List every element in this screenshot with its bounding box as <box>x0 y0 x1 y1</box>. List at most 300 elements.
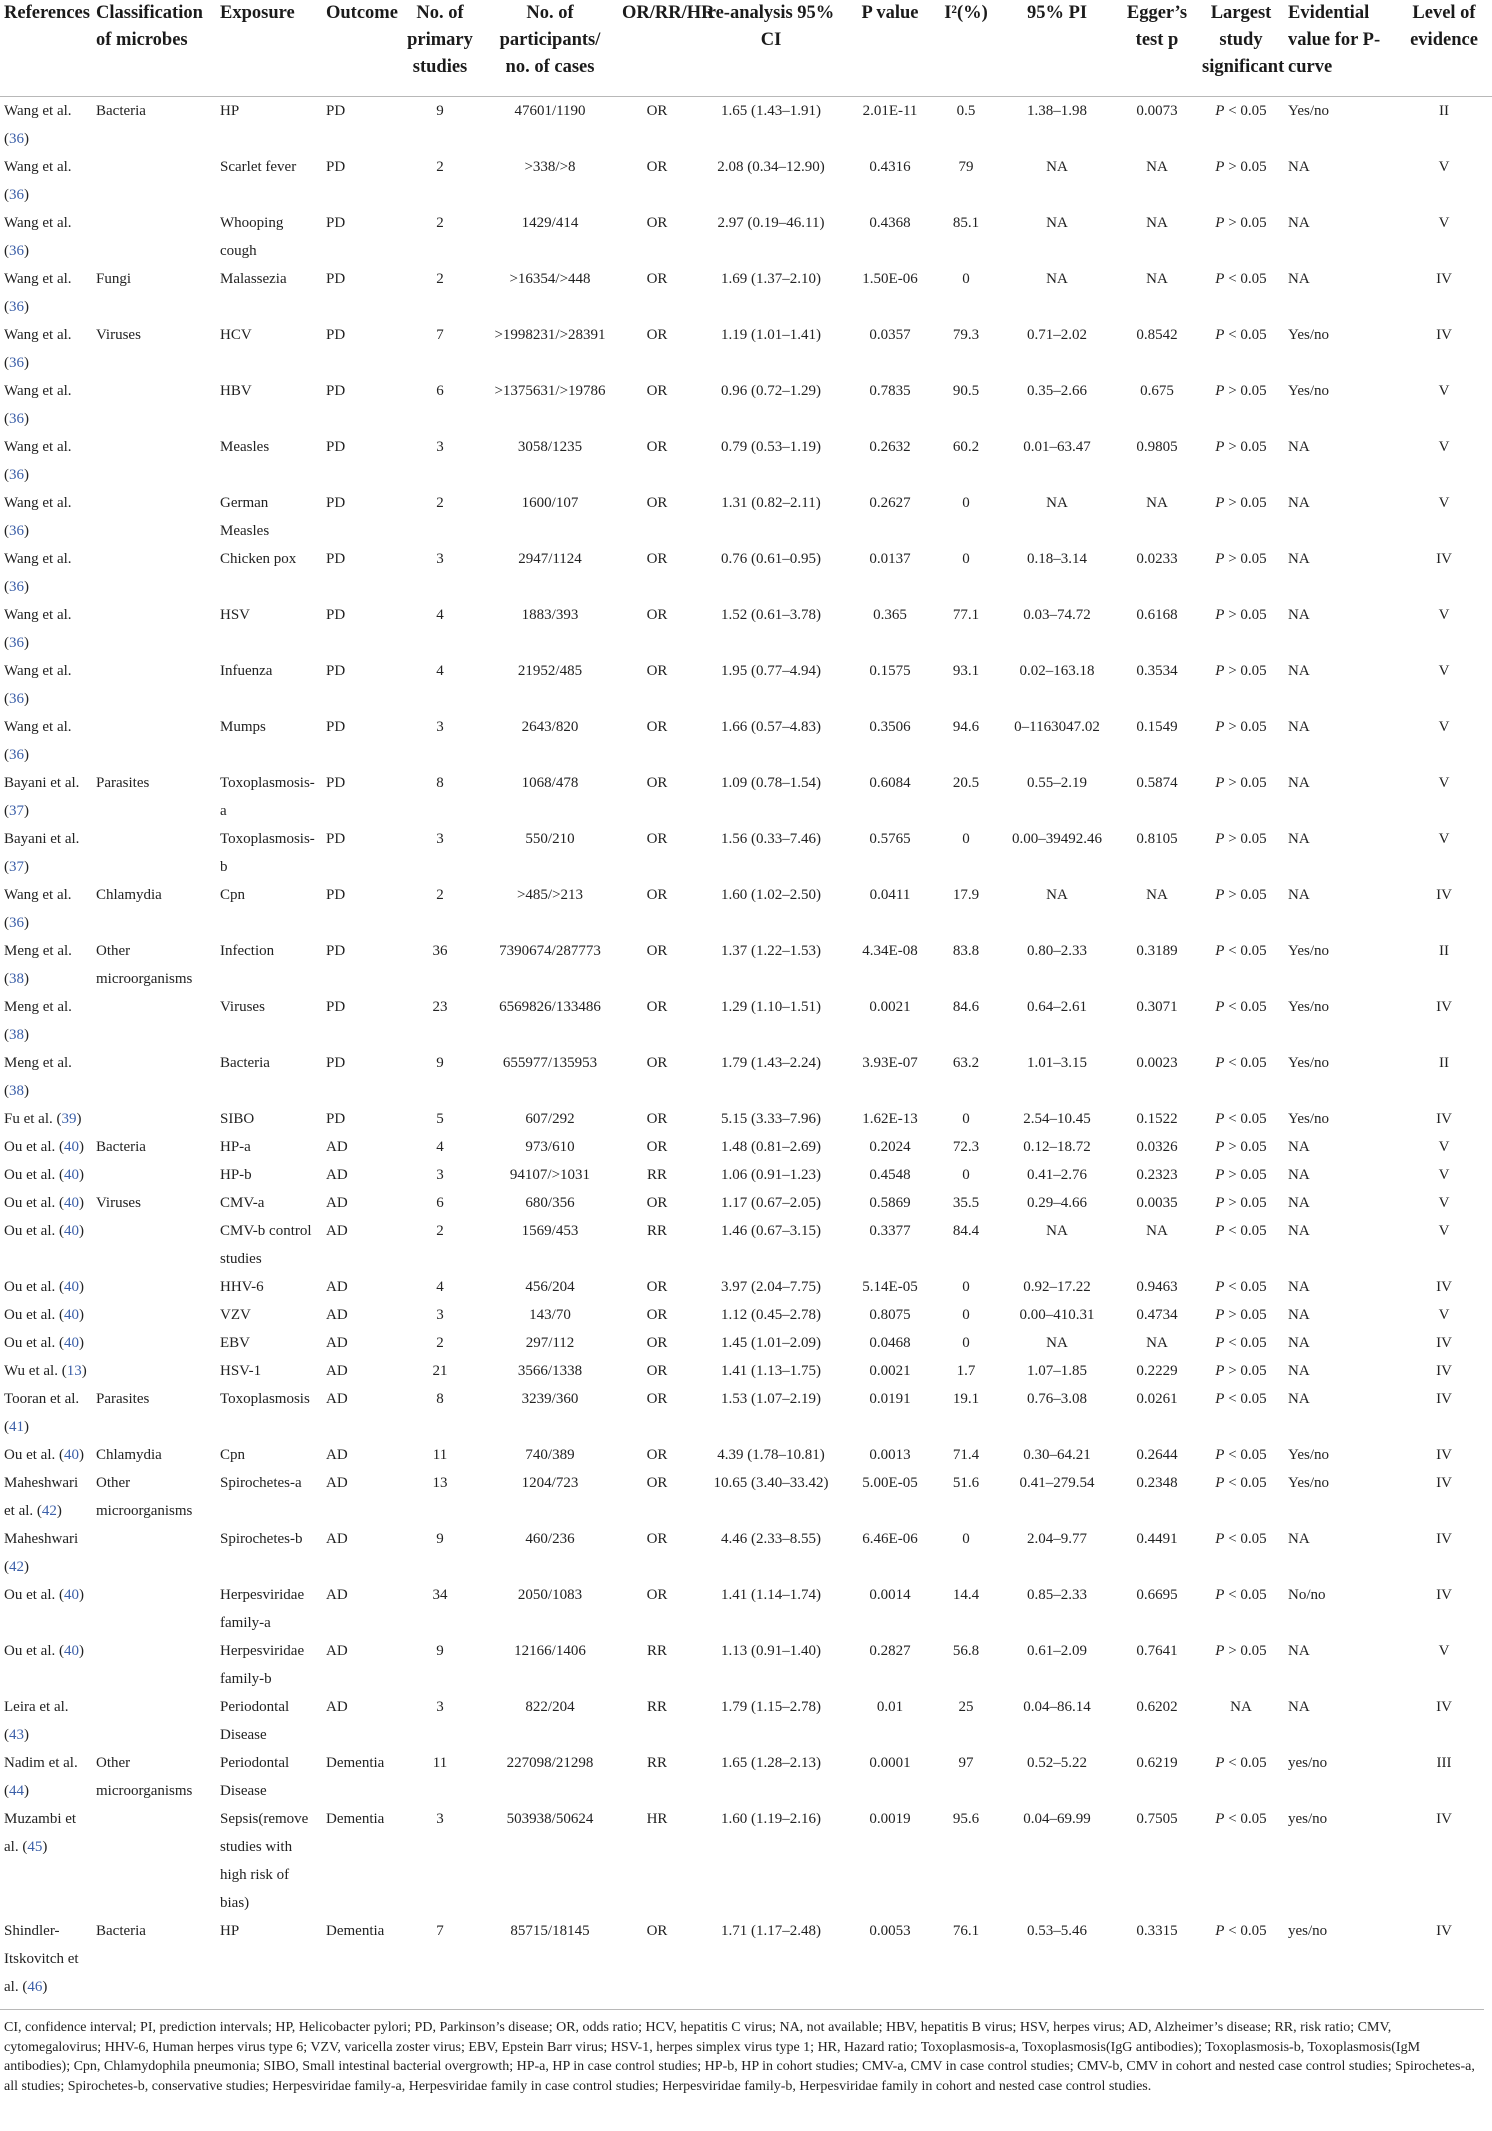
ci-cell: 1.37 (1.22–1.53) <box>721 943 821 959</box>
classification-cell: Bacteria <box>96 1923 146 1939</box>
ci-cell: 4.39 (1.78–10.81) <box>717 1447 825 1463</box>
primary-studies-cell: 11 <box>432 1447 448 1463</box>
reference-paren-close: ) <box>24 467 29 483</box>
reference-paren-open: ( <box>4 355 9 371</box>
table-row <box>0 1693 1492 1749</box>
p-value-cell: 0.0137 <box>869 551 911 567</box>
reference-author: Wang et al. <box>4 271 72 287</box>
participants-cell: 85715/18145 <box>510 1923 590 1939</box>
reference-paren-close: ) <box>24 859 29 875</box>
largest-study-value: < 0.05 <box>1228 943 1267 959</box>
p-value-cell: 0.2024 <box>869 1139 911 1155</box>
primary-studies-cell: 3 <box>436 831 444 847</box>
pi-cell: 0.12–18.72 <box>1023 1139 1091 1155</box>
i2-cell: 0 <box>962 1167 970 1183</box>
reference-paren-open: ( <box>4 1559 9 1575</box>
largest-study-value: > 0.05 <box>1228 1167 1267 1183</box>
reference-citation-link[interactable]: 40 <box>63 1307 79 1323</box>
p-symbol: P <box>1215 327 1225 343</box>
ci-cell: 1.60 (1.19–2.16) <box>721 1811 821 1827</box>
col-header-i2: I²(%) <box>944 3 988 23</box>
exposure-cell: Toxoplasmosis <box>220 1391 310 1407</box>
participants-cell: 1429/414 <box>521 215 579 231</box>
reference-cell <box>0 881 92 937</box>
reference-author: Tooran et al. <box>4 1391 80 1407</box>
largest-study-value: < 0.05 <box>1228 1755 1267 1771</box>
reference-citation-link[interactable]: 36 <box>9 299 24 315</box>
p-symbol: P <box>1215 1055 1225 1071</box>
reference-cell <box>0 657 92 713</box>
p-value-cell: 0.0021 <box>869 999 911 1015</box>
reference-author: Nadim et al. <box>4 1755 78 1771</box>
reference-citation-link[interactable]: 38 <box>9 1083 24 1099</box>
largest-study-cell <box>1198 601 1284 657</box>
reference-cell <box>0 601 92 657</box>
reference-citation-link[interactable]: 40 <box>63 1335 79 1351</box>
egger-cell: 0.6695 <box>1136 1587 1178 1603</box>
effect-type-cell: OR <box>646 1531 668 1547</box>
reference-citation-link[interactable]: 42 <box>9 1559 24 1575</box>
reference-paren-close: ) <box>24 187 29 203</box>
p-value-cell: 6.46E-06 <box>862 1531 918 1547</box>
p-value-cell: 0.2627 <box>869 495 911 511</box>
reference-paren-close: ) <box>24 915 29 931</box>
effect-type-cell: OR <box>646 663 668 679</box>
primary-studies-cell: 9 <box>436 103 444 119</box>
reference-citation-link[interactable]: 13 <box>66 1363 82 1379</box>
ci-cell: 1.71 (1.17–2.48) <box>721 1923 821 1939</box>
exposure-cell: Spirochetes-b <box>220 1531 303 1547</box>
pi-cell: NA <box>1046 215 1068 231</box>
reference-author: Ou et al. <box>4 1307 56 1323</box>
p-curve-cell: Yes/no <box>1288 327 1329 343</box>
reference-citation-link[interactable]: 37 <box>9 859 24 875</box>
participants-cell: >338/>8 <box>524 159 576 175</box>
largest-study-cell <box>1198 1917 1284 2001</box>
p-curve-cell: Yes/no <box>1288 1447 1329 1463</box>
i2-cell: 1.7 <box>956 1363 976 1379</box>
classification-cell <box>92 1301 216 1329</box>
reference-citation-link[interactable]: 38 <box>9 1027 24 1043</box>
i2-cell: 0 <box>962 551 970 567</box>
p-value-cell: 0.5765 <box>869 831 911 847</box>
participants-cell: 607/292 <box>525 1111 575 1127</box>
largest-study-value: > 0.05 <box>1228 439 1267 455</box>
level-of-evidence-cell: V <box>1438 1195 1450 1211</box>
classification-cell <box>92 657 216 713</box>
pi-cell: 0.53–5.46 <box>1027 1923 1087 1939</box>
reference-author: Wang et al. <box>4 383 72 399</box>
largest-study-cell <box>1198 1189 1284 1217</box>
reference-cell <box>0 1469 92 1525</box>
participants-cell: 460/236 <box>525 1531 575 1547</box>
p-symbol: P <box>1215 1923 1225 1939</box>
p-curve-cell: Yes/no <box>1288 999 1329 1015</box>
effect-type-cell: OR <box>646 1055 668 1071</box>
i2-cell: 25 <box>958 1699 974 1715</box>
ci-cell: 10.65 (3.40–33.42) <box>713 1475 829 1491</box>
exposure-cell: Measles <box>220 439 270 455</box>
reference-paren-open: ( <box>58 1139 64 1155</box>
participants-cell: 973/610 <box>525 1139 575 1155</box>
largest-study-cell <box>1198 769 1284 825</box>
p-symbol: P <box>1215 383 1225 399</box>
reference-citation-link[interactable]: 37 <box>9 803 24 819</box>
largest-study-cell <box>1198 377 1284 433</box>
exposure-cell: HP-a <box>220 1139 251 1155</box>
ci-cell: 0.79 (0.53–1.19) <box>721 439 821 455</box>
largest-study-cell <box>1198 1049 1284 1105</box>
pi-cell: 0.92–17.22 <box>1023 1279 1091 1295</box>
reference-citation-link[interactable]: 40 <box>63 1447 79 1463</box>
classification-cell <box>92 825 216 881</box>
outcome-cell: PD <box>326 831 346 847</box>
p-value-cell: 0.3506 <box>869 719 911 735</box>
reference-paren-open: ( <box>4 523 9 539</box>
table-row <box>0 1917 1492 2001</box>
i2-cell: 0 <box>962 1111 970 1127</box>
pi-cell: 0.00–410.31 <box>1019 1307 1095 1323</box>
table-row <box>0 825 1492 881</box>
effect-type-cell: OR <box>646 1279 668 1295</box>
reference-citation-link[interactable]: 39 <box>61 1111 77 1127</box>
classification-cell <box>92 209 216 265</box>
participants-cell: 143/70 <box>529 1307 571 1323</box>
reference-citation-link[interactable]: 36 <box>9 467 24 483</box>
table-row <box>0 1385 1492 1441</box>
col-header-pi: 95% PI <box>1026 3 1088 23</box>
participants-cell: 2947/1124 <box>518 551 582 567</box>
table-row <box>0 1637 1492 1693</box>
outcome-cell: PD <box>326 663 346 679</box>
reference-citation-link[interactable]: 36 <box>9 691 24 707</box>
exposure-cell: Infection <box>220 943 275 959</box>
effect-type-cell: OR <box>646 495 668 511</box>
p-symbol: P <box>1215 1167 1225 1183</box>
largest-study-cell <box>1198 825 1284 881</box>
reference-citation-link[interactable]: 36 <box>9 523 24 539</box>
egger-cell: 0.7505 <box>1136 1811 1178 1827</box>
ci-cell: 1.79 (1.43–2.24) <box>721 1055 821 1071</box>
reference-paren-close: ) <box>24 635 29 651</box>
reference-citation-link[interactable]: 38 <box>9 971 24 987</box>
reference-cell <box>0 97 92 154</box>
participants-cell: >16354/>448 <box>509 271 591 287</box>
pi-cell: 0.35–2.66 <box>1027 383 1087 399</box>
i2-cell: 71.4 <box>952 1447 980 1463</box>
reference-author: Wang et al. <box>4 439 72 455</box>
outcome-cell: PD <box>326 327 346 343</box>
classification-cell <box>92 1581 216 1637</box>
egger-cell: 0.0035 <box>1136 1195 1178 1211</box>
p-curve-cell: NA <box>1288 1335 1310 1351</box>
reference-citation-link[interactable]: 40 <box>63 1279 79 1295</box>
classification-cell: Fungi <box>96 271 132 287</box>
largest-study-value: < 0.05 <box>1228 1475 1267 1491</box>
reference-cell <box>0 1441 92 1469</box>
pi-cell: 0.71–2.02 <box>1027 327 1087 343</box>
largest-study-cell <box>1198 1637 1284 1693</box>
classification-cell: Parasites <box>96 775 150 791</box>
p-symbol: P <box>1215 439 1225 455</box>
participants-cell: 822/204 <box>525 1699 575 1715</box>
reference-citation-link[interactable]: 40 <box>63 1195 79 1211</box>
exposure-cell: HP <box>220 1923 240 1939</box>
reference-cell <box>0 1357 92 1385</box>
egger-cell: 0.0326 <box>1136 1139 1178 1155</box>
pi-cell: 0.76–3.08 <box>1027 1391 1087 1407</box>
ci-cell: 2.08 (0.34–12.90) <box>717 159 825 175</box>
reference-paren-open: ( <box>58 1307 64 1323</box>
reference-citation-link[interactable]: 36 <box>9 635 24 651</box>
classification-cell <box>92 1357 216 1385</box>
pi-cell: 2.04–9.77 <box>1027 1531 1087 1547</box>
header-row <box>0 0 1492 97</box>
outcome-cell: PD <box>326 999 346 1015</box>
reference-author: Meng et al. <box>4 1055 72 1071</box>
p-curve-cell: NA <box>1288 215 1310 231</box>
level-of-evidence-cell: V <box>1438 1167 1450 1183</box>
reference-paren-open: ( <box>4 411 9 427</box>
level-of-evidence-cell: IV <box>1436 1531 1452 1547</box>
col-header-classification: Classification of microbes <box>96 3 203 50</box>
reference-cell <box>0 1105 92 1133</box>
largest-study-value: NA <box>1230 1699 1252 1715</box>
reference-paren-close: ) <box>24 971 29 987</box>
exposure-cell: HHV-6 <box>220 1279 264 1295</box>
outcome-cell: AD <box>326 1195 348 1211</box>
p-symbol: P <box>1215 607 1225 623</box>
p-curve-cell: No/no <box>1288 1587 1326 1603</box>
i2-cell: 93.1 <box>952 663 980 679</box>
egger-cell: 0.3189 <box>1136 943 1178 959</box>
i2-cell: 63.2 <box>952 1055 980 1071</box>
p-curve-cell: NA <box>1288 159 1310 175</box>
reference-cell <box>0 1693 92 1749</box>
reference-author: Ou et al. <box>4 1223 56 1239</box>
effect-type-cell: OR <box>646 439 668 455</box>
largest-study-cell <box>1198 881 1284 937</box>
pi-cell: NA <box>1046 159 1068 175</box>
reference-paren-open: ( <box>4 243 9 259</box>
reference-citation-link[interactable]: 43 <box>9 1727 24 1743</box>
outcome-cell: Dementia <box>326 1755 385 1771</box>
p-value-cell: 3.93E-07 <box>862 1055 918 1071</box>
largest-study-value: > 0.05 <box>1228 495 1267 511</box>
largest-study-cell <box>1198 1469 1284 1525</box>
p-symbol: P <box>1215 215 1225 231</box>
pi-cell: 0.41–2.76 <box>1027 1167 1087 1183</box>
effect-type-cell: RR <box>646 1223 667 1239</box>
reference-paren-close: ) <box>24 299 29 315</box>
largest-study-value: > 0.05 <box>1228 383 1267 399</box>
reference-paren-open: ( <box>58 1167 64 1183</box>
reference-citation-link[interactable]: 36 <box>9 411 24 427</box>
outcome-cell: PD <box>326 103 346 119</box>
reference-citation-link[interactable]: 36 <box>9 187 24 203</box>
exposure-cell: Cpn <box>220 887 246 903</box>
primary-studies-cell: 6 <box>436 383 444 399</box>
largest-study-value: > 0.05 <box>1228 663 1267 679</box>
outcome-cell: AD <box>326 1139 348 1155</box>
reference-paren-open: ( <box>4 299 9 315</box>
p-symbol: P <box>1215 943 1225 959</box>
outcome-cell: AD <box>326 1223 348 1239</box>
exposure-cell: Viruses <box>220 999 265 1015</box>
largest-study-cell <box>1198 489 1284 545</box>
reference-citation-link[interactable]: 46 <box>27 1979 43 1995</box>
p-curve-cell: NA <box>1288 495 1310 511</box>
outcome-cell: AD <box>326 1167 348 1183</box>
largest-study-cell <box>1198 993 1284 1049</box>
reference-cell <box>0 1133 92 1161</box>
reference-citation-link[interactable]: 36 <box>9 131 24 147</box>
exposure-cell: HSV-1 <box>220 1363 262 1379</box>
largest-study-value: > 0.05 <box>1228 775 1267 791</box>
table-row <box>0 1049 1492 1105</box>
participants-cell: 740/389 <box>525 1447 575 1463</box>
effect-type-cell: OR <box>646 1335 668 1351</box>
p-value-cell: 0.0021 <box>869 1363 911 1379</box>
exposure-cell: Malassezia <box>220 271 287 287</box>
egger-cell: 0.675 <box>1140 383 1174 399</box>
table-row <box>0 209 1492 265</box>
p-value-cell: 0.2827 <box>869 1643 911 1659</box>
table-row <box>0 1301 1492 1329</box>
participants-cell: >485/>213 <box>516 887 584 903</box>
largest-study-value: < 0.05 <box>1228 1587 1267 1603</box>
p-value-cell: 1.50E-06 <box>862 271 918 287</box>
ci-cell: 1.60 (1.02–2.50) <box>721 887 821 903</box>
egger-cell: NA <box>1146 159 1168 175</box>
p-curve-cell: NA <box>1288 607 1310 623</box>
egger-cell: 0.1522 <box>1136 1111 1178 1127</box>
p-value-cell: 0.5869 <box>869 1195 911 1211</box>
reference-author: Ou et al. <box>4 1167 56 1183</box>
reference-citation-link[interactable]: 40 <box>63 1643 79 1659</box>
ci-cell: 1.06 (0.91–1.23) <box>721 1167 821 1183</box>
reference-cell <box>0 993 92 1049</box>
p-value-cell: 5.00E-05 <box>862 1475 918 1491</box>
i2-cell: 76.1 <box>952 1923 980 1939</box>
ci-cell: 1.66 (0.57–4.83) <box>721 719 821 735</box>
reference-citation-link[interactable]: 40 <box>63 1223 79 1239</box>
reference-citation-link[interactable]: 36 <box>9 243 24 259</box>
outcome-cell: PD <box>326 439 346 455</box>
outcome-cell: AD <box>326 1475 348 1491</box>
largest-study-cell <box>1198 1693 1284 1749</box>
largest-study-value: > 0.05 <box>1228 719 1267 735</box>
primary-studies-cell: 2 <box>436 887 444 903</box>
col-header-effect-type: OR/RR/HR <box>622 3 715 23</box>
level-of-evidence-cell: IV <box>1436 1391 1452 1407</box>
reference-citation-link[interactable]: 45 <box>27 1839 43 1855</box>
reference-citation-link[interactable]: 36 <box>9 747 24 763</box>
reference-paren-close: ) <box>24 1027 29 1043</box>
outcome-cell: PD <box>326 607 346 623</box>
ci-cell: 1.31 (0.82–2.11) <box>721 495 821 511</box>
egger-cell: 0.0023 <box>1136 1055 1178 1071</box>
pi-cell: 1.07–1.85 <box>1027 1363 1087 1379</box>
reference-citation-link[interactable]: 40 <box>63 1167 79 1183</box>
egger-cell: 0.2644 <box>1136 1447 1178 1463</box>
p-symbol: P <box>1215 887 1225 903</box>
largest-study-value: > 0.05 <box>1228 831 1267 847</box>
reference-citation-link[interactable]: 36 <box>9 355 24 371</box>
egger-cell: 0.3071 <box>1136 999 1178 1015</box>
egger-cell: 0.5874 <box>1136 775 1178 791</box>
ci-cell: 1.41 (1.13–1.75) <box>721 1363 821 1379</box>
reference-citation-link[interactable]: 40 <box>63 1587 79 1603</box>
level-of-evidence-cell: V <box>1438 383 1450 399</box>
classification-cell: Viruses <box>96 1195 141 1211</box>
i2-cell: 79 <box>958 159 974 175</box>
reference-author: Ou et al. <box>4 1335 56 1351</box>
primary-studies-cell: 13 <box>432 1475 448 1491</box>
p-symbol: P <box>1215 159 1225 175</box>
pi-cell: 2.54–10.45 <box>1023 1111 1091 1127</box>
exposure-cell: HP-b <box>220 1167 252 1183</box>
level-of-evidence-cell: V <box>1438 775 1450 791</box>
p-curve-cell: Yes/no <box>1288 1475 1329 1491</box>
col-header-egger: Egger’s test p <box>1126 3 1188 50</box>
reference-cell <box>0 713 92 769</box>
level-of-evidence-cell: IV <box>1436 1111 1452 1127</box>
p-symbol: P <box>1215 1307 1225 1323</box>
reference-citation-link[interactable]: 40 <box>63 1139 79 1155</box>
primary-studies-cell: 3 <box>436 1307 444 1323</box>
largest-study-value: < 0.05 <box>1228 1531 1267 1547</box>
exposure-cell: Toxoplasmosis-a <box>220 775 315 819</box>
p-curve-cell: NA <box>1288 1167 1310 1183</box>
reference-citation-link[interactable]: 44 <box>9 1783 24 1799</box>
ci-cell: 1.53 (1.07–2.19) <box>721 1391 821 1407</box>
p-value-cell: 0.6084 <box>869 775 911 791</box>
table-row <box>0 1357 1492 1385</box>
classification-cell: Chlamydia <box>96 1447 162 1463</box>
reference-paren-open: ( <box>4 1783 9 1799</box>
classification-cell <box>92 1329 216 1357</box>
reference-paren-open: ( <box>58 1279 64 1295</box>
primary-studies-cell: 34 <box>432 1587 448 1603</box>
table-row <box>0 601 1492 657</box>
classification-cell <box>92 601 216 657</box>
reference-citation-link[interactable]: 36 <box>9 579 24 595</box>
reference-citation-link[interactable]: 41 <box>9 1419 24 1435</box>
reference-paren-open: ( <box>58 1587 64 1603</box>
pi-cell: NA <box>1046 1335 1068 1351</box>
reference-citation-link[interactable]: 36 <box>9 915 24 931</box>
largest-study-cell <box>1198 265 1284 321</box>
egger-cell: 0.3534 <box>1136 663 1178 679</box>
i2-cell: 17.9 <box>952 887 980 903</box>
largest-study-cell <box>1198 713 1284 769</box>
largest-study-cell <box>1198 1133 1284 1161</box>
primary-studies-cell: 2 <box>436 1223 444 1239</box>
reference-paren-open: ( <box>4 187 9 203</box>
exposure-cell: Infuenza <box>220 663 273 679</box>
primary-studies-cell: 4 <box>436 1279 444 1295</box>
reference-cell <box>0 1805 92 1917</box>
effect-type-cell: OR <box>646 1447 668 1463</box>
p-value-cell: 0.0357 <box>869 327 911 343</box>
reference-cell <box>0 545 92 601</box>
reference-citation-link[interactable]: 42 <box>41 1503 57 1519</box>
primary-studies-cell: 8 <box>436 1391 444 1407</box>
classification-cell <box>92 377 216 433</box>
p-value-cell: 0.4548 <box>869 1167 911 1183</box>
classification-cell <box>92 1805 216 1917</box>
